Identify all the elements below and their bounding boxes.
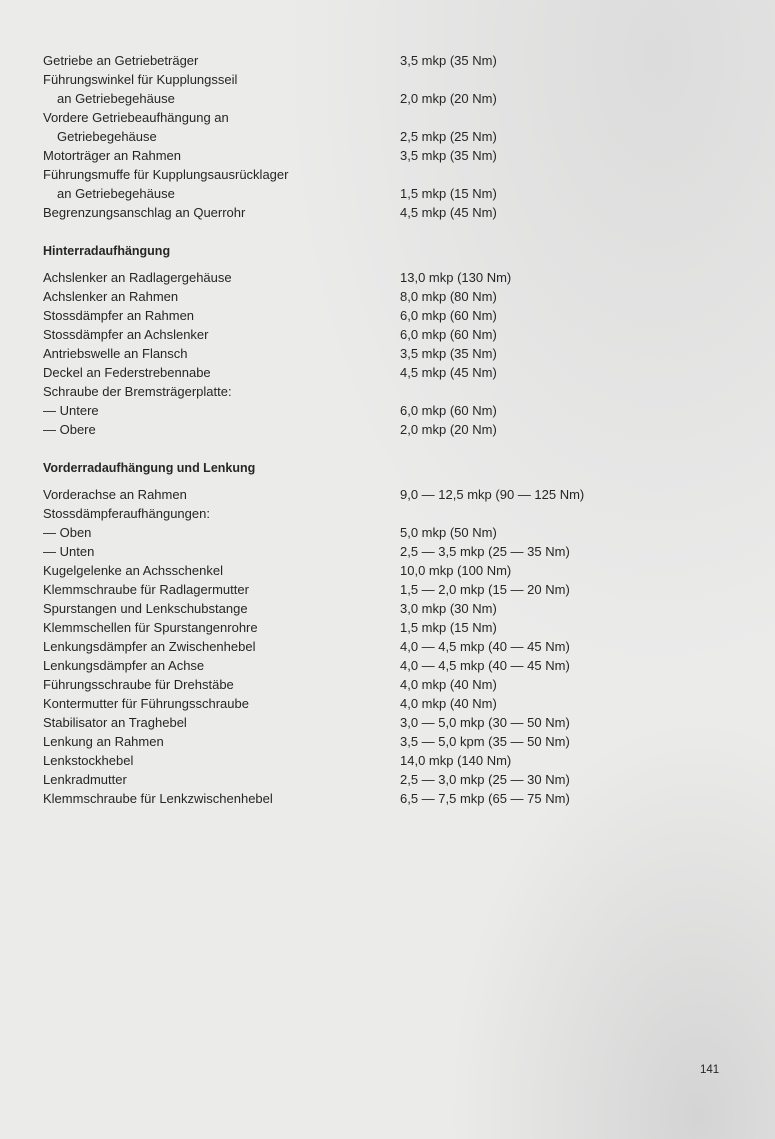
spec-value: 2,5 — 3,5 mkp (25 — 35 Nm) xyxy=(400,544,570,559)
spec-row xyxy=(43,694,743,713)
spec-label: Kontermutter für Führungsschraube xyxy=(43,696,249,711)
spec-value: 6,5 — 7,5 mkp (65 — 75 Nm) xyxy=(400,791,570,806)
spec-row xyxy=(43,420,743,439)
section-heading: Hinterradaufhängung xyxy=(43,244,171,258)
spec-row xyxy=(43,713,743,732)
spec-label: Achslenker an Rahmen xyxy=(43,289,179,304)
spec-row xyxy=(43,637,743,656)
spec-value: 6,0 mkp (60 Nm) xyxy=(400,327,497,342)
spec-value: 4,5 mkp (45 Nm) xyxy=(400,205,497,220)
spec-label: Vorderachse an Rahmen xyxy=(43,487,187,502)
spec-value: 13,0 mkp (130 Nm) xyxy=(400,270,512,285)
spec-value: 4,0 mkp (40 Nm) xyxy=(400,677,497,692)
spec-label: — Untere xyxy=(43,403,99,418)
spec-value: 3,0 — 5,0 mkp (30 — 50 Nm) xyxy=(400,715,570,730)
spec-label: Klemmschraube für Radlagermutter xyxy=(43,582,249,597)
spec-label: Lenkstockhebel xyxy=(43,753,134,768)
spec-label: Schraube der Bremsträgerplatte: xyxy=(43,384,232,399)
spec-row xyxy=(43,504,743,523)
spec-value: 3,5 mkp (35 Nm) xyxy=(400,53,497,68)
spec-row xyxy=(43,108,743,127)
spec-row xyxy=(43,146,743,165)
spec-row xyxy=(43,485,743,504)
spec-value: 9,0 — 12,5 mkp (90 — 125 Nm) xyxy=(400,487,585,502)
spec-value: 1,5 mkp (15 Nm) xyxy=(400,620,497,635)
spec-row xyxy=(43,363,743,382)
spec-row xyxy=(43,127,743,146)
spec-label: an Getriebegehäuse xyxy=(57,91,175,106)
spec-label: Motorträger an Rahmen xyxy=(43,148,182,163)
section-heading: Vorderradaufhängung und Lenkung xyxy=(43,461,256,475)
spec-label: Stossdämpfer an Achslenker xyxy=(43,327,209,342)
spec-row xyxy=(43,751,743,770)
torque-spec-list xyxy=(43,51,743,808)
spec-row xyxy=(43,89,743,108)
spec-value: 1,5 mkp (15 Nm) xyxy=(400,186,497,201)
spec-label: Deckel an Federstrebennabe xyxy=(43,365,211,380)
spec-value: 1,5 — 2,0 mkp (15 — 20 Nm) xyxy=(400,582,570,597)
spec-row xyxy=(43,165,743,184)
spec-row xyxy=(43,306,743,325)
spec-value: 3,0 mkp (30 Nm) xyxy=(400,601,497,616)
spec-value: 3,5 mkp (35 Nm) xyxy=(400,148,497,163)
spec-row xyxy=(43,268,743,287)
spec-value: 2,0 mkp (20 Nm) xyxy=(400,422,497,437)
spec-label: Führungsmuffe für Kupplungsausrücklager xyxy=(43,167,289,182)
spec-row xyxy=(43,732,743,751)
spec-row xyxy=(43,618,743,637)
spec-label: — Obere xyxy=(43,422,96,437)
spec-row xyxy=(43,203,743,222)
spec-label: Spurstangen und Lenkschubstange xyxy=(43,601,248,616)
spec-row xyxy=(43,523,743,542)
spec-value: 8,0 mkp (80 Nm) xyxy=(400,289,497,304)
spec-row xyxy=(43,51,743,70)
spec-label: Vordere Getriebeaufhängung an xyxy=(43,110,229,125)
spec-label: Klemmschellen für Spurstangenrohre xyxy=(43,620,258,635)
spec-label: Getriebegehäuse xyxy=(57,129,157,144)
spec-label: Führungswinkel für Kupplungsseil xyxy=(43,72,238,87)
spec-label: Achslenker an Radlagergehäuse xyxy=(43,270,232,285)
spec-label: Stabilisator an Traghebel xyxy=(43,715,187,730)
spec-value: 2,0 mkp (20 Nm) xyxy=(400,91,497,106)
spec-label: Stossdämpferaufhängungen: xyxy=(43,506,210,521)
spec-label: Stossdämpfer an Rahmen xyxy=(43,308,195,323)
spec-row xyxy=(43,770,743,789)
spec-value: 2,5 mkp (25 Nm) xyxy=(400,129,497,144)
spec-label: an Getriebegehäuse xyxy=(57,186,175,201)
spec-row xyxy=(43,401,743,420)
spec-row xyxy=(43,789,743,808)
spec-value: 10,0 mkp (100 Nm) xyxy=(400,563,512,578)
spec-row xyxy=(43,542,743,561)
spec-row xyxy=(43,382,743,401)
spec-row xyxy=(43,325,743,344)
spec-label: Klemmschraube für Lenkzwischenhebel xyxy=(43,791,273,806)
spec-label: — Unten xyxy=(43,544,95,559)
spec-row xyxy=(43,184,743,203)
spec-label: Lenkungsdämpfer an Achse xyxy=(43,658,205,673)
spec-value: 6,0 mkp (60 Nm) xyxy=(400,308,497,323)
spec-row xyxy=(43,656,743,675)
spec-row xyxy=(43,580,743,599)
spec-row xyxy=(43,287,743,306)
spec-label: Getriebe an Getriebeträger xyxy=(43,53,199,68)
spec-value: 2,5 — 3,0 mkp (25 — 30 Nm) xyxy=(400,772,570,787)
page-number: 141 xyxy=(700,1064,720,1076)
spec-row xyxy=(43,675,743,694)
spec-value: 4,5 mkp (45 Nm) xyxy=(400,365,497,380)
spec-row xyxy=(43,70,743,89)
spec-value: 3,5 mkp (35 Nm) xyxy=(400,346,497,361)
spec-value: 5,0 mkp (50 Nm) xyxy=(400,525,497,540)
spec-label: Kugelgelenke an Achsschenkel xyxy=(43,563,223,578)
spec-value: 14,0 mkp (140 Nm) xyxy=(400,753,512,768)
spec-value: 3,5 — 5,0 kpm (35 — 50 Nm) xyxy=(400,734,570,749)
spec-label: Führungsschraube für Drehstäbe xyxy=(43,677,234,692)
spec-value: 4,0 — 4,5 mkp (40 — 45 Nm) xyxy=(400,639,570,654)
spec-row xyxy=(43,561,743,580)
spec-label: Lenkung an Rahmen xyxy=(43,734,164,749)
spec-value: 6,0 mkp (60 Nm) xyxy=(400,403,497,418)
spec-row xyxy=(43,599,743,618)
spec-label: — Oben xyxy=(43,525,92,540)
spec-label: Begrenzungsanschlag an Querrohr xyxy=(43,205,246,220)
spec-label: Lenkungsdämpfer an Zwischenhebel xyxy=(43,639,256,654)
spec-value: 4,0 mkp (40 Nm) xyxy=(400,696,497,711)
spec-value: 4,0 — 4,5 mkp (40 — 45 Nm) xyxy=(400,658,570,673)
spec-row xyxy=(43,344,743,363)
spec-label: Antriebswelle an Flansch xyxy=(43,346,188,361)
spec-label: Lenkradmutter xyxy=(43,772,127,787)
